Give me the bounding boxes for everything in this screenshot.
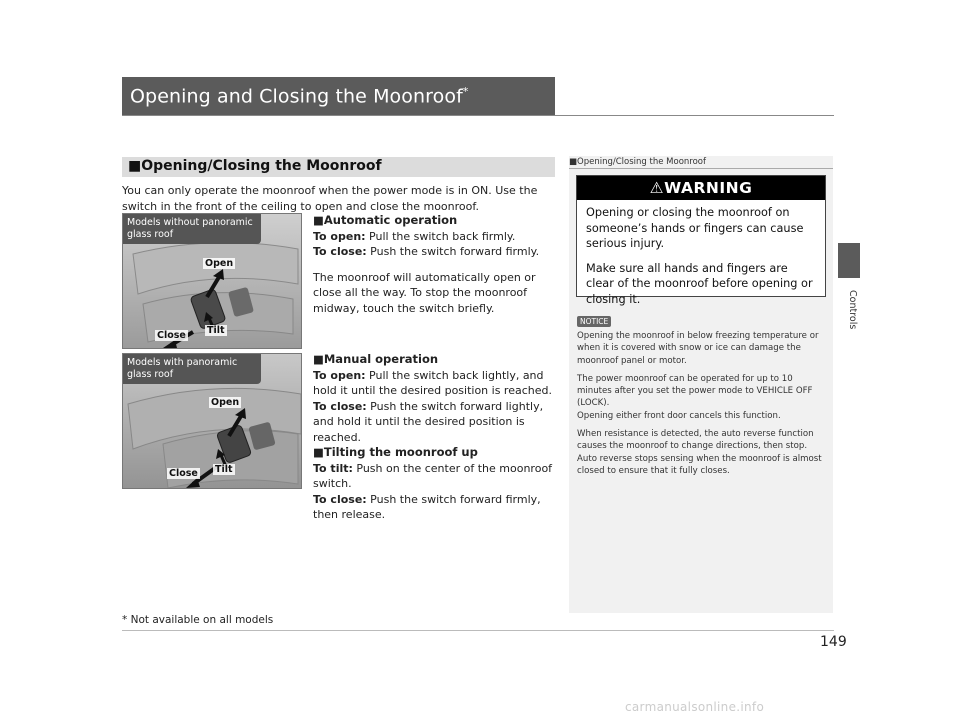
chapter-tab — [838, 243, 860, 278]
sidebar-notes — [577, 330, 827, 477]
warning-paragraph: Make sure all hands and fingers are clear of the moonroof before opening or closing it. — [586, 261, 813, 306]
open-label: Open — [205, 258, 234, 269]
manual-open-label: To open: — [313, 368, 366, 382]
sidebar-notes-panel — [569, 156, 833, 613]
warning-text — [586, 205, 818, 307]
tilt-label: Tilt — [215, 464, 233, 475]
warning-title: WARNING — [664, 179, 753, 197]
figure-with-panoramic — [122, 353, 302, 489]
watermark: carmanualsonline.info — [625, 700, 765, 714]
close-label: Close — [169, 468, 198, 479]
tilt-close-text: Push the switch forward firmly, then release. — [313, 492, 541, 521]
warning-box — [576, 175, 826, 306]
page-title-bar — [122, 77, 555, 115]
sidebar-reference: ■Opening/Closing the Moonroof — [569, 156, 833, 169]
tilt-close-label: To close: — [313, 492, 367, 506]
warning-paragraph: Opening or closing the moonroof on someone’s hands or fingers can cause serious injury. — [586, 206, 804, 250]
auto-heading: ■Automatic operation — [313, 213, 458, 227]
notice-text: Opening the moonroof in below freezing temperature or when it is covered with snow or ice can damage the moonroof panel or motor. — [577, 331, 819, 366]
auto-open-label: To open: — [313, 229, 366, 243]
figure-without-panoramic — [122, 213, 302, 349]
manual-close-text: Push the switch forward lightly, and hold it until the desired position is reached. — [313, 399, 544, 444]
auto-close-text: Push the switch forward firmly. — [366, 245, 540, 258]
title-rule — [122, 115, 834, 116]
tilt-label-text: To tilt: — [313, 461, 353, 475]
note-paragraph: When resistance is detected, the auto reverse function causes the moonroof to change directions, then stop. Auto reverse stops sensing when the moonroof is almost closed to ensure that it fully closes. — [577, 429, 822, 476]
open-label: Open — [211, 397, 240, 408]
warning-title-bar — [577, 176, 825, 200]
note-paragraph: The power moonroof can be operated for up to 10 minutes after you set the power mode to VEHICLE OFF (LOCK). Opening either front door cancels this function. — [577, 373, 813, 421]
manual-heading: ■Manual operation — [313, 352, 439, 366]
auto-note: The moonroof will automatically open or close all the way. To stop the moonroof midway, touch the switch briefly. — [313, 270, 536, 315]
tilt-operation-block — [313, 445, 558, 523]
tilt-label: Tilt — [207, 325, 225, 336]
manual-close-label: To close: — [313, 399, 367, 413]
auto-close-label: To close: — [313, 245, 367, 258]
figure-tag: Models without panoramic glass roof — [123, 214, 261, 244]
manual-operation-block — [313, 352, 558, 445]
manual-open-text: Pull the switch back lightly, and hold it until the desired position is reached. — [313, 368, 552, 397]
notice-badge: NOTICE — [577, 316, 611, 327]
page-number: 149 — [820, 634, 847, 650]
figure-tag: Models with panoramic glass roof — [123, 354, 261, 384]
tilt-text: Push on the center of the moonroof switch. — [313, 461, 553, 490]
footnote-rule — [122, 630, 834, 631]
auto-open-text: Pull the switch back firmly. — [365, 229, 516, 243]
tilt-heading: ■Tilting the moonroof up — [313, 445, 478, 459]
section-heading: ■Opening/Closing the Moonroof — [122, 157, 555, 177]
automatic-operation-block — [313, 213, 558, 316]
chapter-label: Controls — [847, 290, 858, 330]
warning-icon: ⚠ — [649, 179, 665, 197]
close-label: Close — [157, 330, 186, 341]
intro-paragraph: You can only operate the moonroof when the power mode is in ON. Use the switch in the front of the ceiling to open and close the moonroof. — [122, 184, 538, 213]
page-title: Opening and Closing the Moonroof* — [130, 85, 469, 108]
footnote: * Not available on all models — [122, 614, 274, 626]
